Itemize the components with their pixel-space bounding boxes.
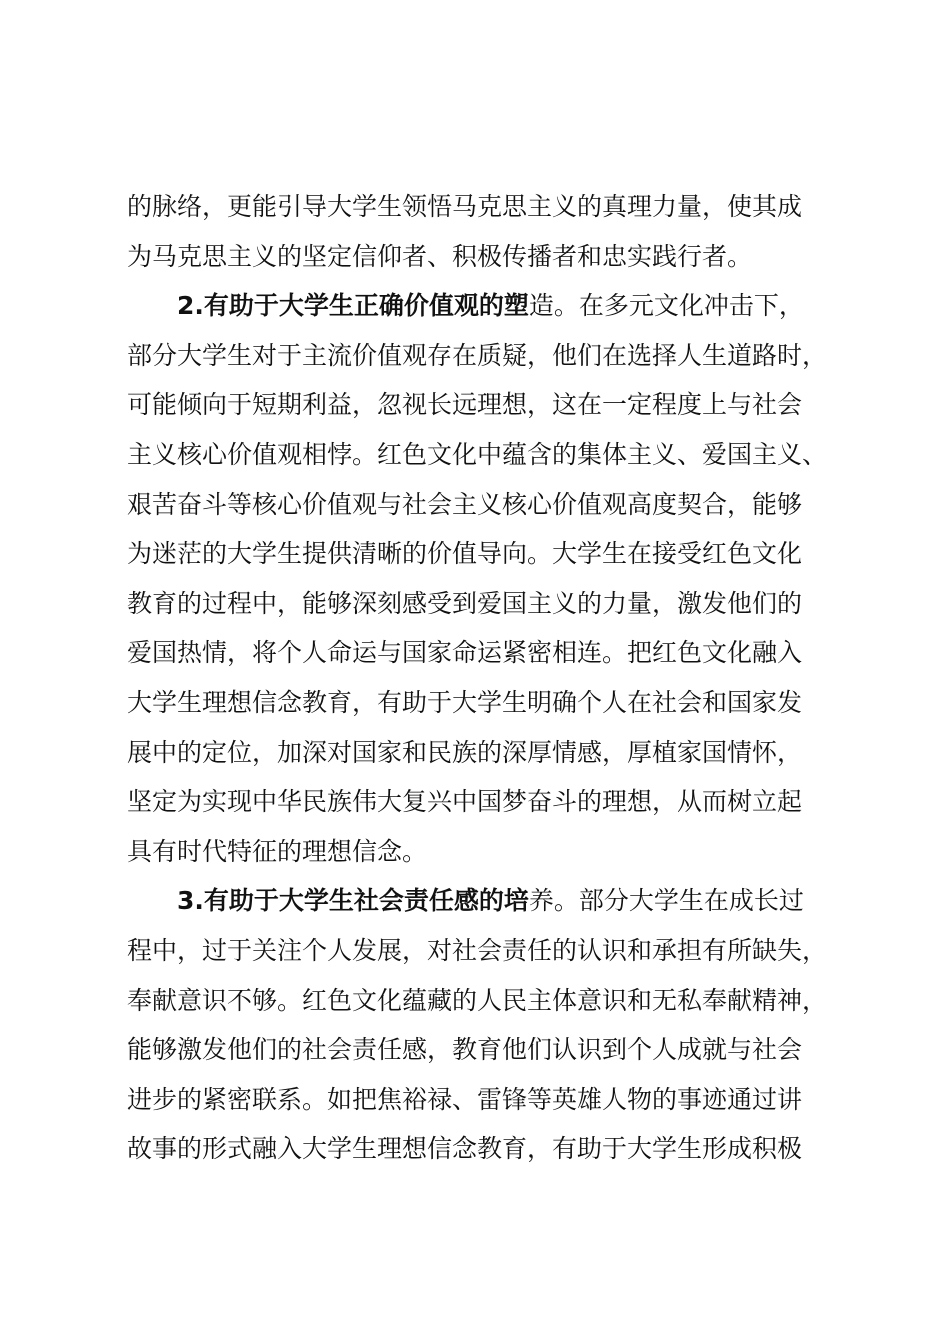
text-line: 为马克思主义的坚定信仰者、积极传播者和忠实践行者。 [127, 241, 753, 271]
section-heading-line [127, 281, 867, 331]
text-line: 部分大学生对于主流价值观存在质疑，他们在选择人生道路时， [127, 340, 828, 370]
text-line: 能够激发他们的社会责任感，教育他们认识到个人成就与社会 [127, 1035, 803, 1065]
text-line: 主义核心价值观相悖。红色文化中蕴含的集体主义、爱国主义、 [127, 439, 828, 469]
text-line: 程中，过于关注个人发展，对社会责任的认识和承担有所缺失， [127, 935, 828, 965]
text-line: 展中的定位，加深对国家和民族的深厚情感，厚植家国情怀， [127, 737, 803, 767]
text-line-rest: 养。部分大学生在成长过 [528, 886, 804, 916]
text-line: 坚定为实现中华民族伟大复兴中国梦奋斗的理想，从而树立起 [127, 787, 803, 817]
section-heading: 2.有助于大学生正确价值观的塑 [177, 291, 529, 321]
text-line: 艰苦奋斗等核心价值观与社会主义核心价值观高度契合，能够 [127, 489, 803, 519]
text-line-rest: 造。在多元文化冲击下， [528, 291, 804, 321]
document-body [127, 182, 867, 1174]
text-line: 教育的过程中，能够深刻感受到爱国主义的力量，激发他们的 [127, 588, 803, 618]
text-line: 奉献意识不够。红色文化蕴藏的人民主体意识和无私奉献精神， [127, 985, 828, 1015]
text-line: 故事的形式融入大学生理想信念教育，有助于大学生形成积极 [127, 1134, 803, 1164]
text-line: 可能倾向于短期利益，忽视长远理想，这在一定程度上与社会 [127, 390, 803, 420]
text-line: 的脉络，更能引导大学生领悟马克思主义的真理力量，使其成 [127, 192, 803, 221]
text-line: 为迷茫的大学生提供清晰的价值导向。大学生在接受红色文化 [127, 539, 803, 569]
text-line: 爱国热情，将个人命运与国家命运紧密相连。把红色文化融入 [127, 638, 803, 668]
text-line: 进步的紧密联系。如把焦裕禄、雷锋等英雄人物的事迹通过讲 [127, 1084, 803, 1114]
section-heading: 3.有助于大学生社会责任感的培 [177, 886, 529, 916]
section-heading-line [127, 876, 867, 926]
text-line: 大学生理想信念教育，有助于大学生明确个人在社会和国家发 [127, 687, 803, 717]
text-line: 具有时代特征的理想信念。 [127, 836, 428, 866]
